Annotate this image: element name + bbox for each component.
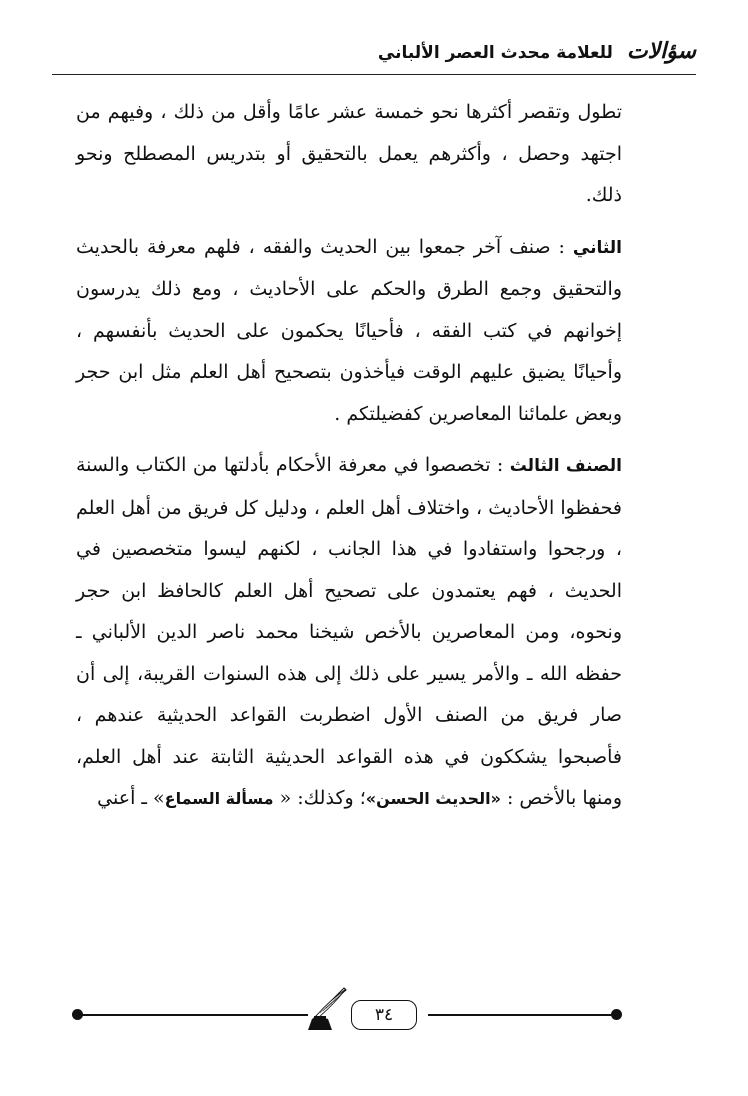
paragraph-1-text: تطول وتقصر أكثرها نحو خمسة عشر عامًا وأقل من ذلك ، وفيهم من اجتهد وحصل ، وأكثرهم يعمل بالتحقيق أو بتدريس المصطلح ونحو ذلك. <box>76 101 622 206</box>
paragraph-3-tail: » ـ أعني <box>97 787 165 809</box>
term-hadith-hasan: «الحديث الحسن» <box>365 789 501 808</box>
book-subtitle: للعلامة محدث العصر الألباني <box>377 43 613 63</box>
paragraph-3-text: : تخصصوا في معرفة الأحكام بأدلتها من الكتاب والسنة فحفظوا الأحاديث ، واختلاف أهل العلم ، ودليل كل فريق من أهل العلم ، ورجحوا واستفادوا في هذا الجانب ، لكنهم ليسوا متخصصين في الحديث ، فهم يعتمدون على تصحيح أهل العلم كالحافظ ابن حجر ونحوه، ومن المعاصرين بالأخص شيخنا محمد ناصر الدين الألباني ـ حفظه الله ـ والأمر يسير على ذلك إلى هذه السنوات القريبة، إلى أن صار فريق من الصنف الأول اضطربت القواعد الحديثية عندهم ، فأصبحوا يشككون في هذه القواعد الحديثية الثابتة عند أهل العلم، ومنها بالأخص : <box>76 454 622 809</box>
header-rule <box>52 74 696 75</box>
footer-rule-left <box>78 1014 308 1016</box>
inkwell-quill-icon <box>306 986 348 1030</box>
paragraph-1 <box>76 92 622 217</box>
page-footer <box>72 994 622 1034</box>
footer-rule-right <box>428 1014 616 1016</box>
running-header <box>52 26 696 76</box>
series-title: سؤالات <box>626 38 696 64</box>
page-number: ٣٤ <box>351 1000 417 1030</box>
header-title-block <box>378 38 696 64</box>
paragraph-3 <box>76 445 622 820</box>
paragraph-2-lead: الثاني <box>572 237 622 258</box>
footer-dot-left <box>72 1009 83 1020</box>
paragraph-3-connector: ؛ وكذلك: « <box>273 787 366 809</box>
paragraph-3-lead: الصنف الثالث <box>509 456 623 476</box>
body-text <box>76 92 622 820</box>
term-masalat-al-sama: مسألة السماع <box>164 789 274 808</box>
paragraph-2-text: : صنف آخر جمعوا بين الحديث والفقه ، فلهم معرفة بالحديث والتحقيق وجمع الطرق والحكم على الأحاديث ، ومع ذلك يدرسون إخوانهم في كتب الفقه ، فأحيانًا يحكمون على الحديث بأنفسهم ، وأحيانًا يضيق عليهم الوقت فيأخذون بتصحيح أهل العلم مثل ابن حجر وبعض علمائنا المعاصرين كفضيلتكم . <box>76 235 622 425</box>
paragraph-2 <box>76 227 622 436</box>
